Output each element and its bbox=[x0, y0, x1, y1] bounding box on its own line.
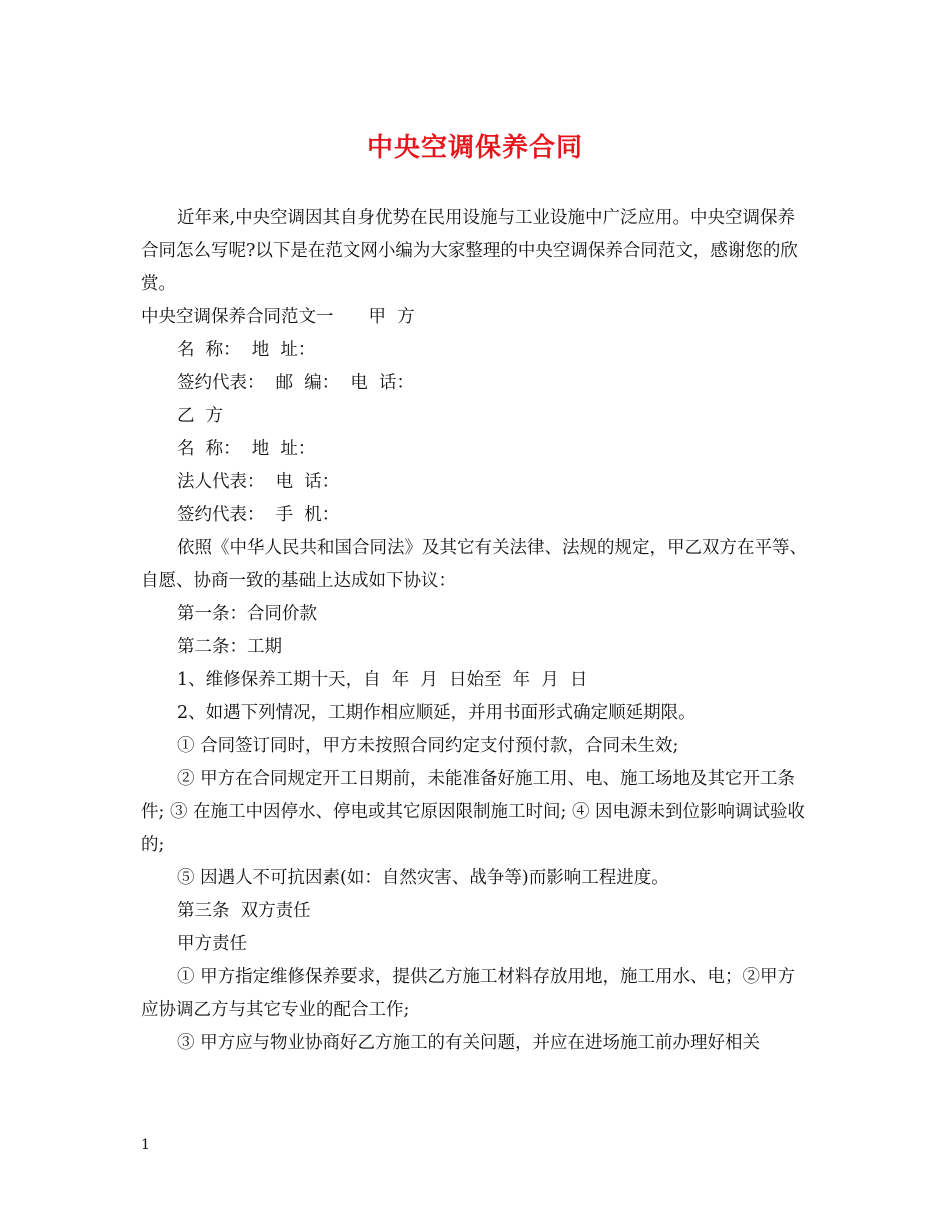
paragraph-term-1: 1、维修保养工期十天，自 年 月 日始至 年 月 日 bbox=[177, 670, 588, 690]
paragraph-party-b-rep: 签约代表： 手 机： bbox=[177, 505, 340, 525]
paragraph-case-2-4: ② 甲方在合同规定开工日期前，未能准备好施工用、电、施工场地及其它开工条件; ③ 在施工中因停水、停电或其它原因限制施工时间; ④ 因电源未到位影响调试验收的; bbox=[141, 769, 806, 855]
paragraph-case-1: ① 合同签订同时，甲方未按照合同约定支付预付款，合同未生效; bbox=[177, 736, 679, 756]
paragraph-intro: 近年来,中央空调因其自身优势在民用设施与工业设施中广泛应用。中央空调保养合同怎么写呢?以下是在范文网小编为大家整理的中央空调保养合同范文，感谢您的欣赏。 bbox=[141, 208, 798, 294]
paragraph-term-2: 2、如遇下列情况，工期作相应顺延，并用书面形式确定顺延期限。 bbox=[177, 703, 696, 723]
paragraph-party-a-name: 名 称： 地 址： bbox=[177, 340, 316, 360]
page-number: 1 bbox=[141, 1137, 150, 1153]
paragraph-party-b-legal: 法人代表： 电 话： bbox=[177, 472, 340, 492]
paragraph-party-a-duty: 甲方责任 bbox=[177, 934, 247, 954]
document-title: 中央空调保养合同 bbox=[366, 133, 583, 163]
paragraph-article-2: 第二条：工期 bbox=[177, 637, 282, 657]
document-body bbox=[141, 202, 811, 1060]
paragraph-article-3: 第三条 双方责任 bbox=[177, 901, 311, 921]
paragraph-duty-3: ③ 甲方应与物业协商好乙方施工的有关问题，并应在进场施工前办理好相关 bbox=[177, 1033, 761, 1053]
paragraph-duty-1-2: ① 甲方指定维修保养要求，提供乙方施工材料存放用地，施工用水、电；②甲方应协调乙方与其它专业的配合工作; bbox=[141, 967, 796, 1020]
paragraph-article-1: 第一条：合同价款 bbox=[177, 604, 317, 624]
paragraph-basis: 依照《中华人民共和国合同法》及其它有关法律、法规的规定，甲乙双方在平等、自愿、协商一致的基础上达成如下协议： bbox=[141, 538, 807, 591]
paragraph-party-a-rep: 签约代表： 邮 编： 电 话： bbox=[177, 373, 415, 393]
paragraph-case-5: ⑤ 因遇人不可抗因素(如：自然灾害、战争等)而影响工程进度。 bbox=[177, 868, 669, 888]
paragraph-party-b: 乙 方 bbox=[177, 406, 224, 426]
paragraph-party-b-name: 名 称： 地 址： bbox=[177, 439, 316, 459]
paragraph-sample-heading: 中央空调保养合同范文一 甲 方 bbox=[141, 307, 415, 327]
